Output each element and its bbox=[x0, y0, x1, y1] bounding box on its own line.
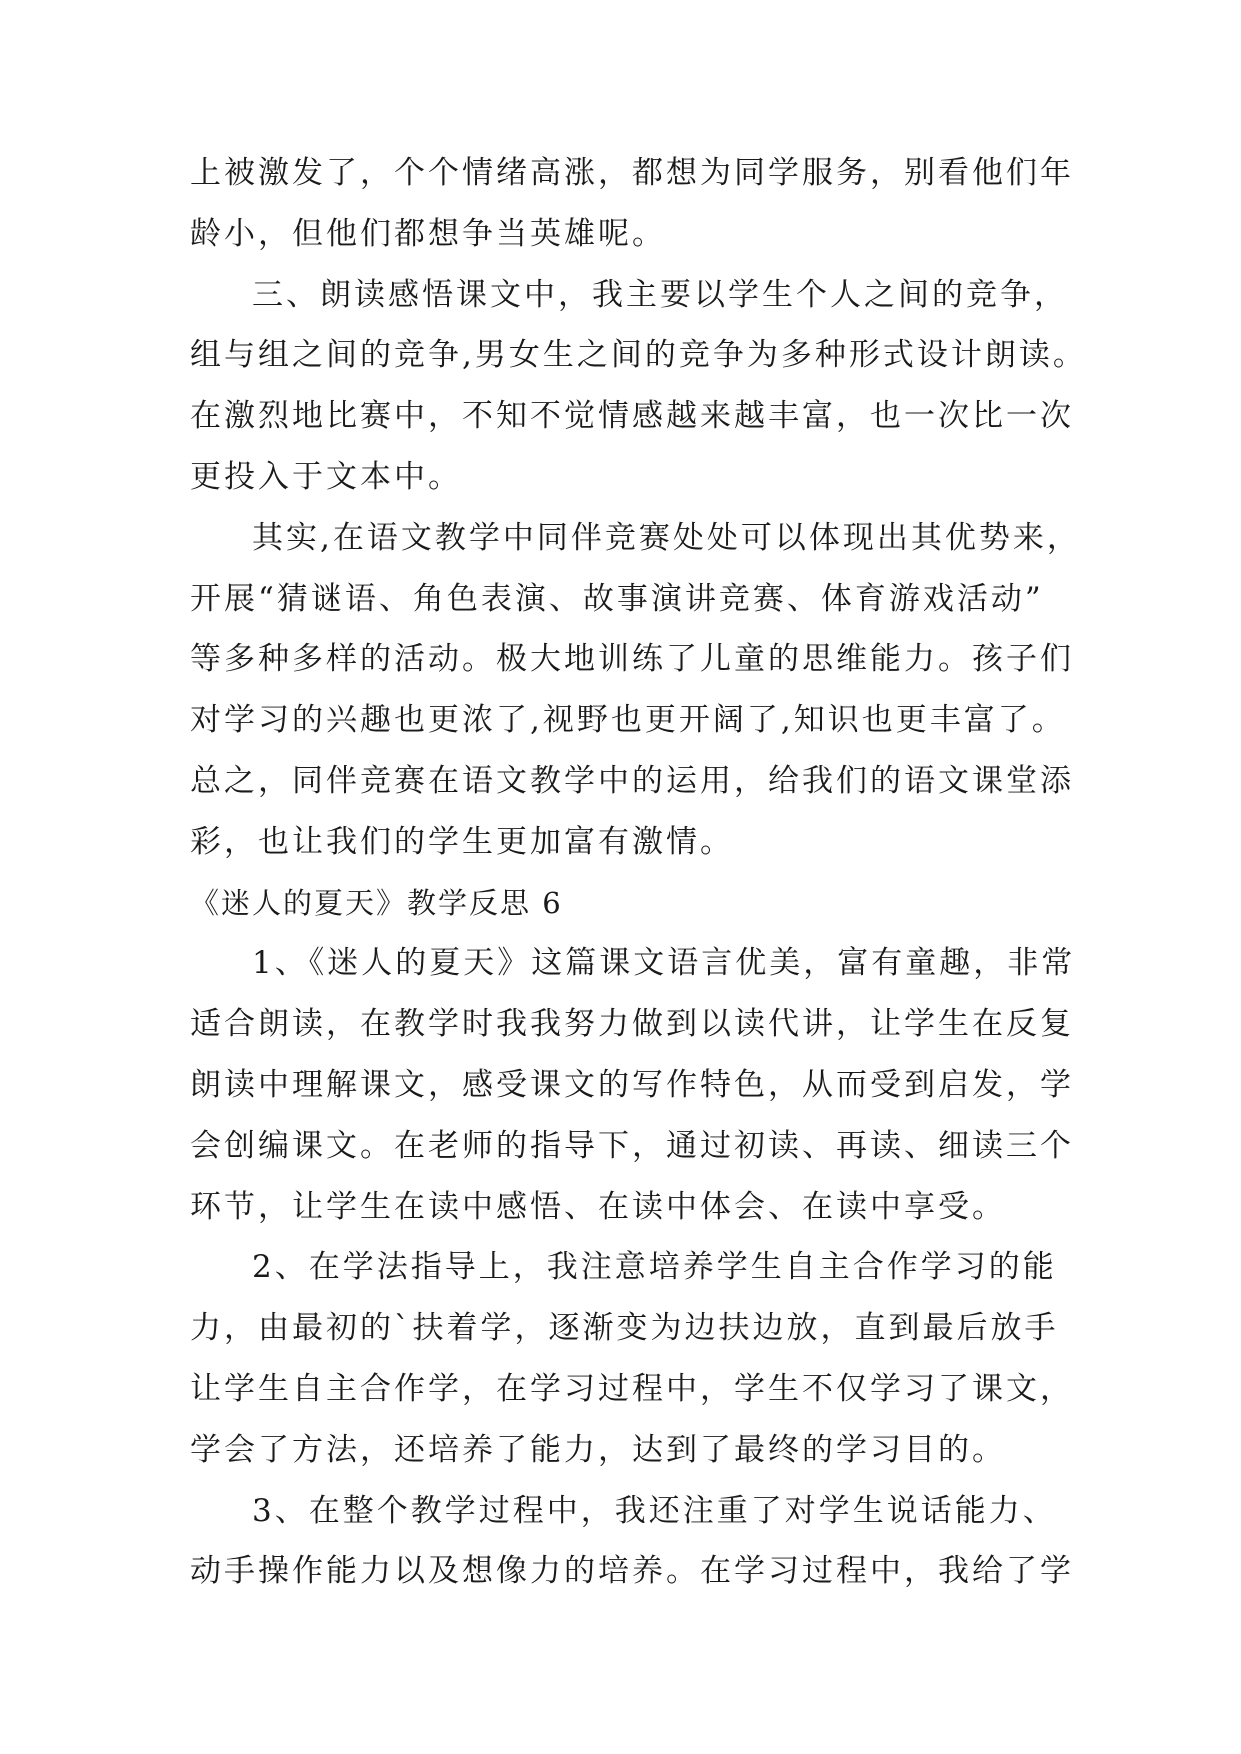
paragraph bbox=[190, 1481, 1074, 1603]
text-line: 让学生自主合作学，在学习过程中，学生不仅学习了课文， bbox=[190, 1370, 1074, 1407]
text-line: 其实,在语文教学中同伴竞赛处处可以体现出其优势来， bbox=[252, 519, 1081, 556]
text-line: 1、《迷人的夏天》这篇课文语言优美，富有童趣，非常 bbox=[252, 945, 1076, 982]
text-line: 龄小，但他们都想争当英雄呢。 bbox=[190, 215, 666, 252]
paragraph bbox=[190, 265, 1087, 508]
text-line: 环节，让学生在读中感悟、在读中体会、在读中享受。 bbox=[190, 1188, 1006, 1225]
text-line: 学会了方法，还培养了能力，达到了最终的学习目的。 bbox=[190, 1431, 1006, 1468]
text-line: 在激烈地比赛中，不知不觉情感越来越丰富，也一次比一次 bbox=[190, 398, 1074, 435]
document-page bbox=[190, 143, 1087, 1602]
paragraph bbox=[190, 1237, 1074, 1480]
text-line: 适合朗读，在教学时我我努力做到以读代讲，让学生在反复 bbox=[190, 1006, 1074, 1043]
text-line: 开展“猜谜语、角色表演、故事演讲竞赛、体育游戏活动” bbox=[190, 580, 1044, 617]
paragraph bbox=[190, 933, 1076, 1237]
text-line: 上被激发了，个个情绪高涨，都想为同学服务，别看他们年 bbox=[190, 155, 1074, 191]
text-line: 更投入于文本中。 bbox=[190, 458, 462, 495]
text-line: 彩，也让我们的学生更加富有激情。 bbox=[190, 823, 734, 860]
text-line: 组与组之间的竞争,男女生之间的竞争为多种形式设计朗读。 bbox=[190, 337, 1087, 374]
text-line: 2、在学法指导上，我注意培养学生自主合作学习的能 bbox=[252, 1249, 1057, 1286]
paragraph bbox=[190, 143, 1074, 265]
text-line: 对学习的兴趣也更浓了,视野也更开阔了,知识也更丰富了。 bbox=[190, 702, 1066, 739]
text-line: 动手操作能力以及想像力的培养。在学习过程中，我给了学 bbox=[190, 1553, 1074, 1590]
text-line: 朗读中理解课文，感受课文的写作特色，从而受到启发，学 bbox=[190, 1066, 1074, 1103]
text-line: 会创编课文。在老师的指导下，通过初读、再读、细读三个 bbox=[190, 1127, 1074, 1164]
text-line: 等多种多样的活动。极大地训练了儿童的思维能力。孩子们 bbox=[190, 641, 1074, 678]
paragraph bbox=[190, 508, 1081, 873]
text-line: 3、在整个教学过程中，我还注重了对学生说话能力、 bbox=[252, 1492, 1057, 1529]
text-line: 总之，同伴竞赛在语文教学中的运用，给我们的语文课堂添 bbox=[190, 762, 1074, 799]
section-title: 《迷人的夏天》教学反思 6 bbox=[190, 885, 563, 920]
text-line: 三、朗读感悟课文中，我主要以学生个人之间的竞争， bbox=[252, 276, 1068, 313]
text-line: 力，由最初的`扶着学，逐渐变为边扶边放，直到最后放手 bbox=[190, 1310, 1059, 1347]
